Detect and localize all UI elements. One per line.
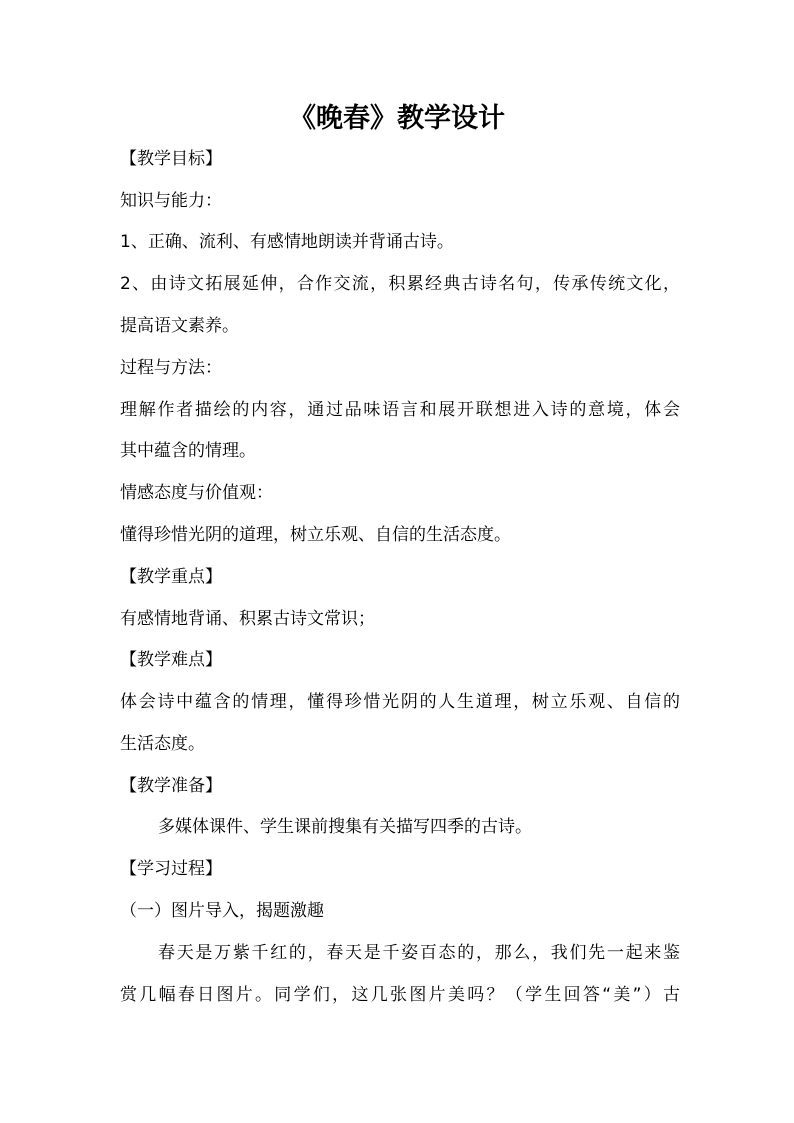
section-heading-key-points: 【教学重点】 xyxy=(120,567,222,587)
preparation-text: 多媒体课件、学生课前搜集有关描写四季的古诗。 xyxy=(158,817,532,837)
subheading-process-method: 过程与方法： xyxy=(120,358,222,378)
document-title: 《晚春》教学设计 xyxy=(289,103,505,134)
process-method-text-cont: 其中蕴含的情理。 xyxy=(120,441,256,461)
section-heading-learning-process: 【学习过程】 xyxy=(120,859,222,879)
process-method-text: 理解作者描绘的内容，通过品味语言和展开联想进入诗的意境，体会 xyxy=(120,400,680,420)
objective-item-1: 1、正确、流利、有感情地朗读并背诵古诗。 xyxy=(120,232,454,252)
difficulties-text: 体会诗中蕴含的情理，懂得珍惜光阴的人生道理，树立乐观、自信的 xyxy=(120,692,680,712)
step-1-paragraph: 春天是万紫千红的，春天是千姿百态的，那么，我们先一起来鉴 xyxy=(158,943,680,963)
difficulties-text-cont: 生活态度。 xyxy=(120,734,205,754)
objective-item-2: 2、由诗文拓展延伸，合作交流，积累经典古诗名句，传承传统文化， xyxy=(120,274,680,294)
step-heading-1: （一）图片导入，揭题激趣 xyxy=(120,901,324,921)
subheading-emotion-values: 情感态度与价值观： xyxy=(120,483,273,503)
key-points-text: 有感情地背诵、积累古诗文常识； xyxy=(120,609,375,629)
section-heading-objectives: 【教学目标】 xyxy=(120,149,222,169)
step-1-paragraph-cont: 赏几幅春日图片。同学们，这几张图片美吗？（学生回答“美”）古 xyxy=(120,985,680,1005)
emotion-values-text: 懂得珍惜光阴的道理，树立乐观、自信的生活态度。 xyxy=(120,525,511,545)
objective-item-2-cont: 提高语文素养。 xyxy=(120,316,239,336)
subheading-knowledge-ability: 知识与能力： xyxy=(120,191,222,211)
section-heading-preparation: 【教学准备】 xyxy=(120,776,222,796)
section-heading-difficulties: 【教学难点】 xyxy=(120,650,222,670)
